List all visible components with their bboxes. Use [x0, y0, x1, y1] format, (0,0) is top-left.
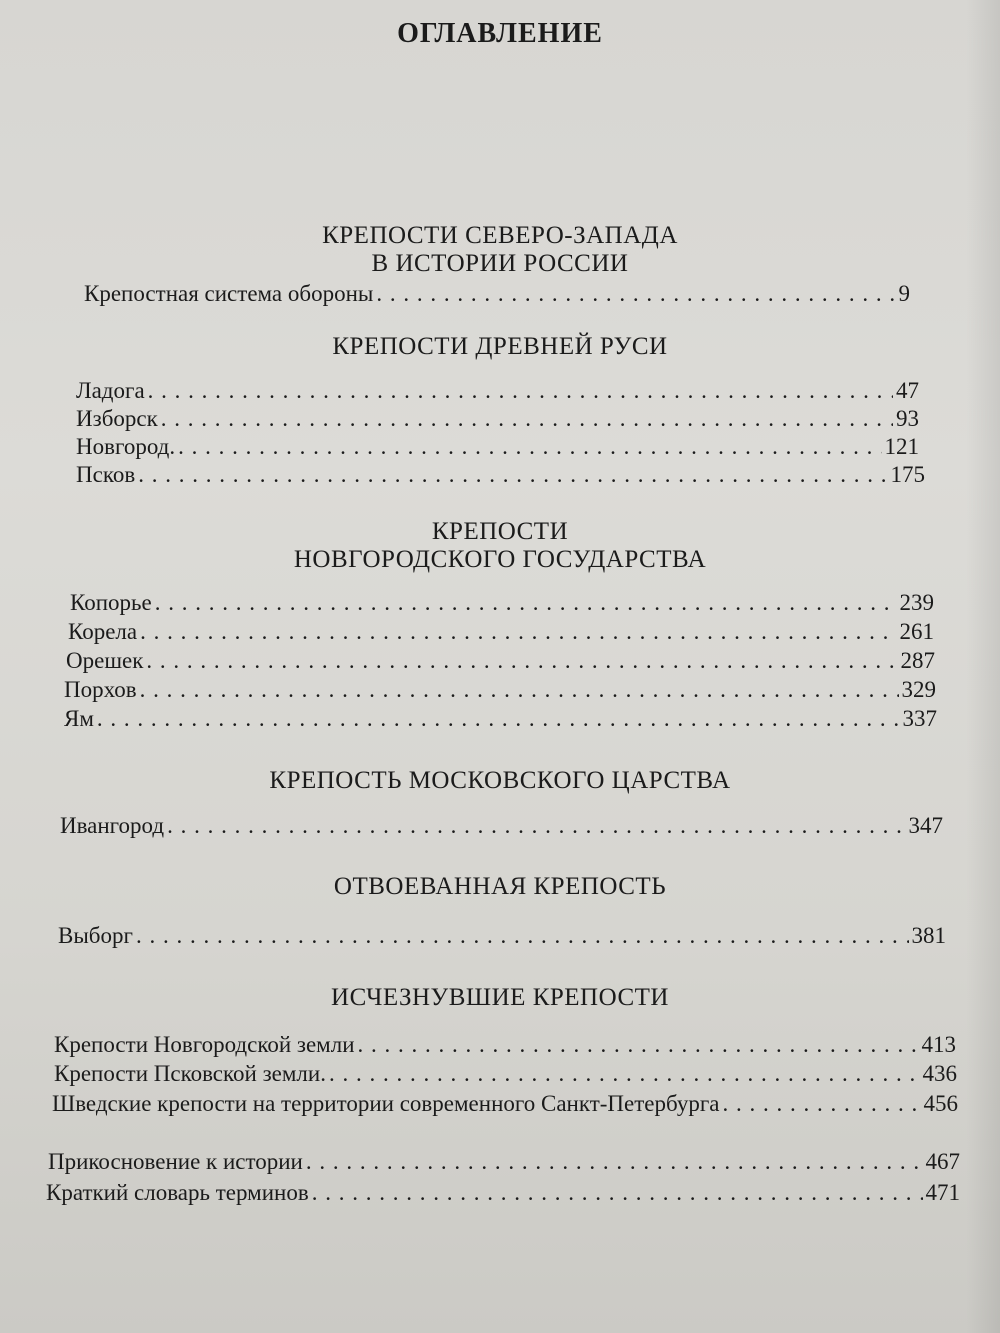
toc-entry-page: 467 [925, 1149, 960, 1174]
toc-leader-dots [140, 676, 899, 704]
toc-entry-page: 347 [908, 813, 943, 838]
toc-entry-page: 93 [896, 406, 919, 431]
toc-entry [84, 280, 910, 308]
toc-leader-dots [161, 405, 893, 433]
toc-leader-dots [178, 433, 881, 461]
toc-entry-page: 175 [890, 462, 925, 487]
toc-leader-dots [155, 589, 897, 617]
toc-leader-dots [138, 461, 887, 489]
toc-entry-label: Крепостная система обороны [84, 281, 374, 306]
toc-entry [64, 676, 936, 704]
toc-leader-dots [306, 1148, 923, 1176]
toc-leader-dots [97, 705, 900, 733]
section-heading-line: КРЕПОСТЬ МОСКОВСКОГО ЦАРСТВА [269, 767, 731, 794]
toc-entry-label: Новгород. [76, 434, 176, 459]
section-heading [0, 984, 1000, 1012]
toc-entry [76, 377, 919, 405]
toc-entry [54, 1031, 956, 1059]
toc-leader-dots [136, 922, 909, 950]
toc-entry [76, 405, 919, 433]
toc-entry-label: Прикосновение к истории [48, 1149, 303, 1174]
toc-entry [70, 589, 934, 617]
toc-entry-page: 456 [923, 1091, 958, 1116]
toc-entry-page: 413 [921, 1032, 956, 1057]
section-heading-line: ИСЧЕЗНУВШИЕ КРЕПОСТИ [331, 984, 669, 1011]
toc-entry-page: 47 [896, 378, 919, 403]
toc-entry-label: Ям [64, 706, 94, 731]
toc-leader-dots [140, 618, 896, 646]
toc-leader-dots [148, 377, 893, 405]
toc-entry-label: Ивангород [60, 813, 165, 838]
toc-leader-dots [167, 812, 905, 840]
page-title: ОГЛАВЛЕНИЕ [397, 18, 603, 49]
section-heading [0, 873, 1000, 901]
toc-entry [68, 618, 934, 646]
toc-leader-dots [329, 1060, 920, 1088]
toc-entry [58, 922, 946, 950]
section-heading-line: НОВГОРОДСКОГО ГОСУДАРСТВА [293, 546, 707, 573]
toc-entry-label: Псков [76, 462, 136, 487]
page-edge-shadow [966, 0, 1000, 1333]
toc-entry-label: Ладога [76, 378, 145, 403]
toc-entry-page: 121 [884, 434, 919, 459]
toc-leader-dots [358, 1031, 919, 1059]
toc-entry-label: Краткий словарь терминов [46, 1180, 309, 1205]
toc-entry-page: 329 [901, 677, 936, 702]
toc-entry-label: Крепости Новгородской земли [54, 1032, 355, 1057]
section-heading [0, 333, 1000, 361]
toc-entry-page: 239 [899, 590, 934, 615]
toc-entry [76, 461, 925, 489]
toc-leader-dots [376, 280, 895, 308]
section-heading-line: КРЕПОСТИ СЕВЕРО-ЗАПАДА [322, 222, 678, 249]
toc-entry-label: Выборг [58, 923, 133, 948]
section-heading-line: КРЕПОСТИ [431, 518, 569, 545]
toc-entry-page: 287 [900, 648, 935, 673]
section-heading [0, 222, 1000, 278]
toc-entry [64, 705, 937, 733]
section-heading [0, 518, 1000, 574]
toc-entry [76, 433, 919, 461]
toc-leader-dots [722, 1090, 920, 1118]
toc-entry [66, 647, 935, 675]
toc-leader-dots [312, 1179, 923, 1207]
section-heading [0, 767, 1000, 795]
toc-entry-page: 261 [899, 619, 934, 644]
toc-entry-page: 471 [925, 1180, 960, 1205]
toc-entry-page: 337 [902, 706, 937, 731]
section-heading-line: ОТВОЕВАННАЯ КРЕПОСТЬ [333, 873, 667, 900]
toc-entry [46, 1179, 960, 1207]
toc-entry [60, 812, 943, 840]
toc-entry-label: Порхов [64, 677, 137, 702]
toc-entry-page: 9 [898, 281, 910, 306]
toc-entry-page: 381 [911, 923, 946, 948]
toc-entry-label: Шведские крепости на территории современного Санкт-Петербурга [52, 1091, 720, 1116]
toc-entry-label: Копорье [70, 590, 152, 615]
toc-entry-label: Изборск [76, 406, 158, 431]
section-heading-line: КРЕПОСТИ ДРЕВНЕЙ РУСИ [332, 333, 668, 360]
toc-entry-label: Орешек [66, 648, 144, 673]
toc-entry-label: Корела [68, 619, 138, 644]
toc-entry-page: 436 [922, 1061, 957, 1086]
section-heading-line: В ИСТОРИИ РОССИИ [371, 250, 629, 277]
toc-entry [54, 1060, 957, 1088]
toc-entry [52, 1090, 958, 1118]
toc-entry [48, 1148, 960, 1176]
toc-leader-dots [146, 647, 897, 675]
toc-entry-label: Крепости Псковской земли. [54, 1061, 326, 1086]
